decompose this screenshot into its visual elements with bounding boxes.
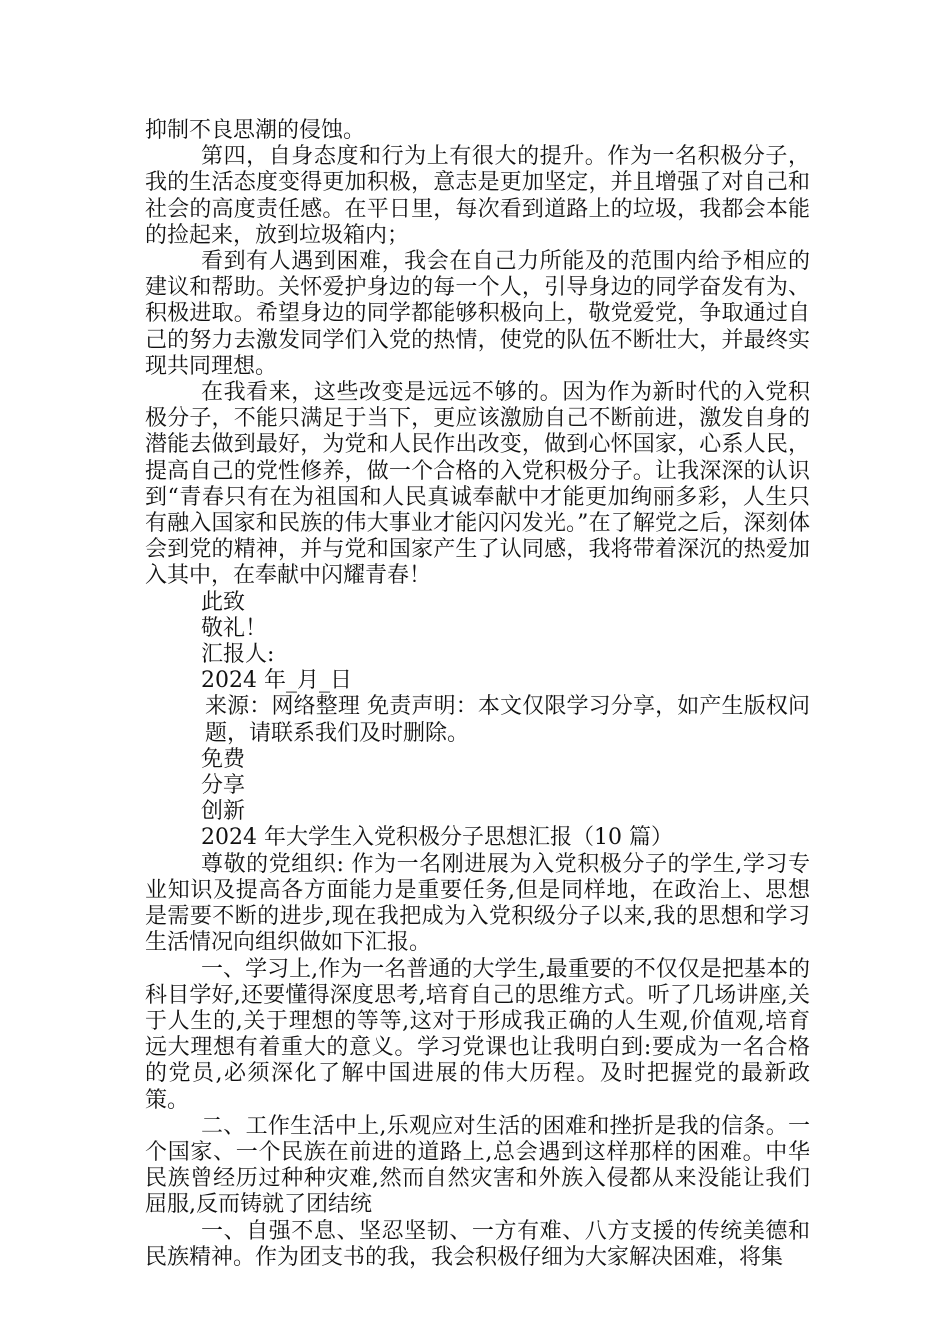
paragraph-study: 一、学习上,作为一名普通的大学生,最重要的不仅仅是把基本的科目学好,还要懂得深度思考,培育自己的思维方式。听了几场讲座,关于人生的,关于理想的等等,这对于形成我正确的人生观,价值观,培育远大理想有着重大的意义。学习党课也让我明白到:要成为一名合格的党员,必须深化了解中国进展的伟大历程。及时把握党的最新政策。 xyxy=(145,956,810,1113)
paragraph-work-life: 二、工作生活中上,乐观应对生活的困难和挫折是我的信条。一个国家、一个民族在前进的道路上,总会遇到这样那样的困难。中华民族曾经历过种种灾难,然而自然灾害和外族入侵都从来没能让我们屈服,反而铸就了团结统 xyxy=(145,1113,810,1218)
paragraph-spirit: 一、自强不息、坚忍坚韧、一方有难、八方支援的传统美德和民族精神。作为团支书的我，我会积极仔细为大家解决困难，将集 xyxy=(145,1218,810,1270)
tag-share: 分享 xyxy=(201,773,246,799)
closing-regards: 敬礼！ xyxy=(201,615,268,641)
document-title: 2024 年大学生入党积极分子思想汇报（10 篇） xyxy=(201,825,673,851)
paragraph-helping-others: 看到有人遇到困难，我会在自己力所能及的范围内给予相应的建议和帮助。关怀爱护身边的每一个人，引导身边的同学奋发有为、积极进取。希望身边的同学都能够积极向上，敬党爱党，争取通过自己的努力去激发同学们入党的热情，使党的队伍不断壮大，并最终实现共同理想。 xyxy=(145,249,810,379)
closing-salutation: 此致 xyxy=(201,589,246,615)
paragraph-continuation: 抑制不良思潮的侵蚀。 xyxy=(145,118,366,143)
paragraph-reflection: 在我看来，这些改变是远远不够的。因为作为新时代的入党积极分子，不能只满足于当下，更应该激励自己不断前进，激发自身的潜能去做到最好，为党和人民作出改变，做到心怀国家，心系人民，提高自己的党性修养，做一个合格的入党积极分子。让我深深的认识到“青春只有在为祖国和人民真诚奉献中才能更加绚丽多彩，人生只有融入国家和民族的伟大事业才能闪闪发光。”在了解党之后，深刻体会到党的精神，并与党和国家产生了认同感，我将带着深沉的热爱加入其中，在奉献中闪耀青春！ xyxy=(145,380,810,589)
tag-innovate: 创新 xyxy=(201,799,246,825)
reporter-label: 汇报人: xyxy=(201,642,275,668)
paragraph-salutation-intro: 尊敬的党组织: 作为一名刚进展为入党积极分子的学生,学习专业知识及提高各方面能力是重要任务,但是同样地，在政治上、思想是需要不断的进步,现在我把成为入党积级分子以来,我的思想和学习生活情况向组织做如下汇报。 xyxy=(145,851,810,956)
report-date: 2024 年_月_日 xyxy=(201,668,352,694)
document-page xyxy=(145,118,810,1271)
source-disclaimer: 来源：网络整理 免责声明：本文仅限学习分享，如产生版权问题，请联系我们及时删除。 xyxy=(205,694,810,746)
tag-free: 免费 xyxy=(201,746,246,772)
paragraph-point-four: 第四，自身态度和行为上有很大的提升。作为一名积极分子，我的生活态度变得更加积极，意志是更加坚定，并且增强了对自己和社会的高度责任感。在平日里，每次看到道路上的垃圾，我都会本能的捡起来，放到垃圾箱内； xyxy=(145,144,810,248)
